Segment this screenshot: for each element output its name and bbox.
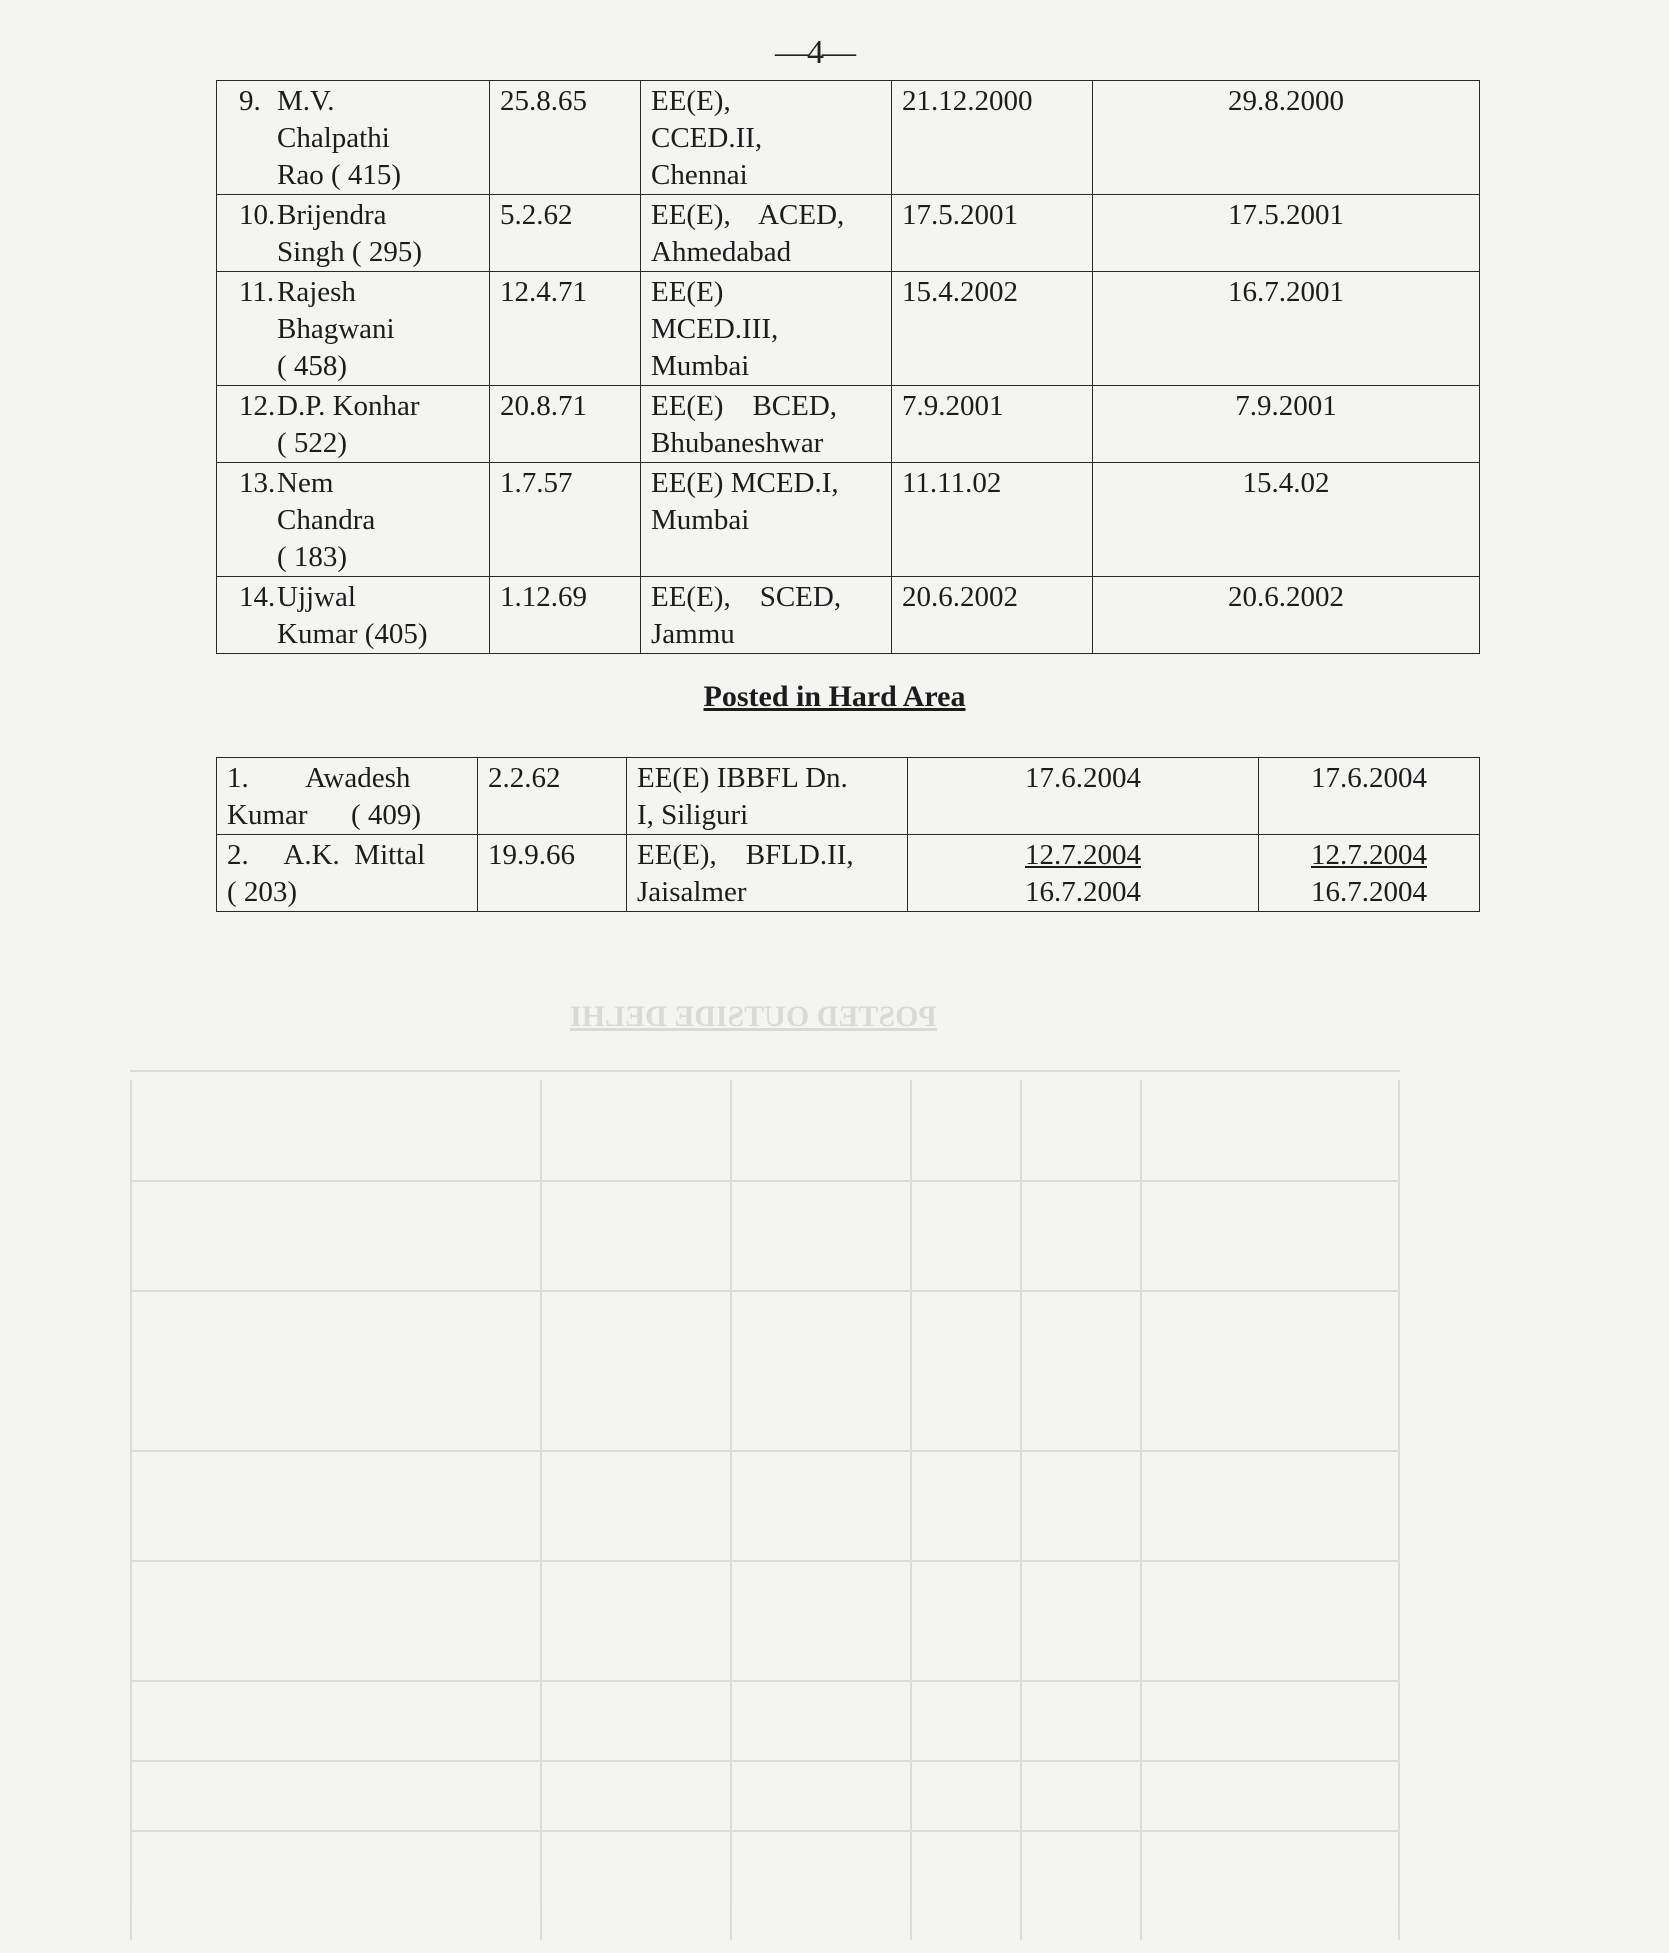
name-line: Rajesh	[277, 276, 356, 308]
serial-number: 11.	[239, 276, 275, 308]
posting-line: Mumbai	[651, 504, 750, 536]
date-line: 17.6.2004	[1025, 762, 1141, 794]
name-cell	[217, 577, 490, 654]
posting-cell	[641, 386, 892, 463]
table-row	[217, 758, 1480, 835]
officer-name	[277, 579, 428, 653]
name-line: Kumar (405)	[277, 618, 428, 650]
posting-line: EE(E), ACED,	[651, 199, 845, 231]
date-line: 16.7.2004	[1311, 876, 1427, 908]
officer-name	[277, 274, 395, 385]
name-cell	[217, 835, 478, 912]
name-line: 1. Awadesh	[227, 762, 411, 794]
name-line: Bhagwani	[277, 313, 395, 345]
posting-line: Bhubaneshwar	[651, 427, 824, 459]
serial-number: 12.	[239, 390, 276, 422]
posting-line: Jammu	[651, 618, 735, 650]
name-line: ( 522)	[277, 427, 348, 459]
date-cell: 7.9.2001	[1093, 386, 1480, 463]
posting-cell	[627, 835, 908, 912]
dob-cell: 19.9.66	[478, 835, 627, 912]
date-cell: 20.6.2002	[1093, 577, 1480, 654]
date-cell: 17.5.2001	[892, 195, 1093, 272]
posting-line: I, Siliguri	[637, 799, 749, 831]
name-cell	[217, 195, 490, 272]
date-line: 12.7.2004	[1311, 839, 1427, 871]
date-cell	[1259, 835, 1480, 912]
ghost-title: POSTED OUTSIDE DELHI	[570, 1000, 937, 1033]
posting-line: CCED.II,	[651, 122, 763, 154]
posting-cell	[641, 272, 892, 386]
section-heading-hard-area: Posted in Hard Area	[703, 680, 966, 713]
table-row	[217, 386, 1480, 463]
table-row	[217, 577, 1480, 654]
posting-line: Jaisalmer	[637, 876, 747, 908]
name-line: Kumar ( 409)	[227, 799, 422, 831]
table-row	[217, 272, 1480, 386]
date-cell: 7.9.2001	[892, 386, 1093, 463]
date-cell: 20.6.2002	[892, 577, 1093, 654]
date-cell	[908, 835, 1259, 912]
name-line: ( 458)	[277, 350, 348, 382]
officer-name	[277, 83, 401, 194]
name-line: M.V.	[277, 85, 335, 117]
posting-line: Ahmedabad	[651, 236, 792, 268]
name-cell	[217, 81, 490, 195]
page-number: —4—	[775, 34, 854, 71]
dob-cell: 12.4.71	[490, 272, 641, 386]
posting-line: EE(E) MCED.I,	[651, 467, 839, 499]
dob-cell: 1.12.69	[490, 577, 641, 654]
table-row	[217, 463, 1480, 577]
hard-area-table	[216, 757, 1480, 912]
date-line: 12.7.2004	[1025, 839, 1141, 871]
posting-line: Mumbai	[651, 350, 750, 382]
officer-name	[277, 388, 420, 462]
posting-line: EE(E), BFLD.II,	[637, 839, 854, 871]
posting-cell	[641, 577, 892, 654]
posting-line: EE(E),	[651, 85, 731, 117]
date-line: 17.6.2004	[1311, 762, 1427, 794]
reverse-side-bleed-through	[130, 960, 1400, 1940]
name-line: D.P. Konhar	[277, 390, 420, 422]
posting-line: EE(E) IBBFL Dn.	[637, 762, 848, 794]
dob-cell: 5.2.62	[490, 195, 641, 272]
serial-number: 13.	[239, 467, 276, 499]
name-line: 2. A.K. Mittal	[227, 839, 426, 871]
name-line: Ujjwal	[277, 581, 356, 613]
posting-cell	[641, 463, 892, 577]
name-cell	[217, 272, 490, 386]
name-cell	[217, 386, 490, 463]
date-cell: 21.12.2000	[892, 81, 1093, 195]
dob-cell: 20.8.71	[490, 386, 641, 463]
name-line: Chandra	[277, 504, 376, 536]
dob-cell: 25.8.65	[490, 81, 641, 195]
table-row	[217, 195, 1480, 272]
date-cell: 11.11.02	[892, 463, 1093, 577]
serial-number: 10.	[239, 199, 276, 231]
officer-name	[277, 197, 422, 271]
name-line: Chalpathi	[277, 122, 390, 154]
posting-line: EE(E) BCED,	[651, 390, 838, 422]
date-cell: 15.4.02	[1093, 463, 1480, 577]
table-row	[217, 835, 1480, 912]
officer-name	[277, 465, 375, 576]
dob-cell: 1.7.57	[490, 463, 641, 577]
name-cell	[217, 463, 490, 577]
date-cell: 16.7.2001	[1093, 272, 1480, 386]
date-line: 16.7.2004	[1025, 876, 1141, 908]
posting-line: MCED.III,	[651, 313, 779, 345]
date-cell	[908, 758, 1259, 835]
posting-line: Chennai	[651, 159, 748, 191]
posting-cell	[627, 758, 908, 835]
name-line: Rao ( 415)	[277, 159, 402, 191]
name-line: ( 203)	[227, 876, 298, 908]
posting-cell	[641, 81, 892, 195]
posting-line: EE(E), SCED,	[651, 581, 842, 613]
name-cell	[217, 758, 478, 835]
date-cell	[1259, 758, 1480, 835]
name-line: Singh ( 295)	[277, 236, 422, 268]
name-line: Nem	[277, 467, 334, 499]
name-line: ( 183)	[277, 541, 348, 573]
posting-line: EE(E)	[651, 276, 724, 308]
serial-number: 9.	[239, 85, 261, 117]
date-cell: 17.5.2001	[1093, 195, 1480, 272]
serial-number: 14.	[239, 581, 276, 613]
date-cell: 29.8.2000	[1093, 81, 1480, 195]
dob-cell: 2.2.62	[478, 758, 627, 835]
name-line: Brijendra	[277, 199, 387, 231]
posting-cell	[641, 195, 892, 272]
table-row	[217, 81, 1480, 195]
officers-table	[216, 80, 1480, 654]
date-cell: 15.4.2002	[892, 272, 1093, 386]
